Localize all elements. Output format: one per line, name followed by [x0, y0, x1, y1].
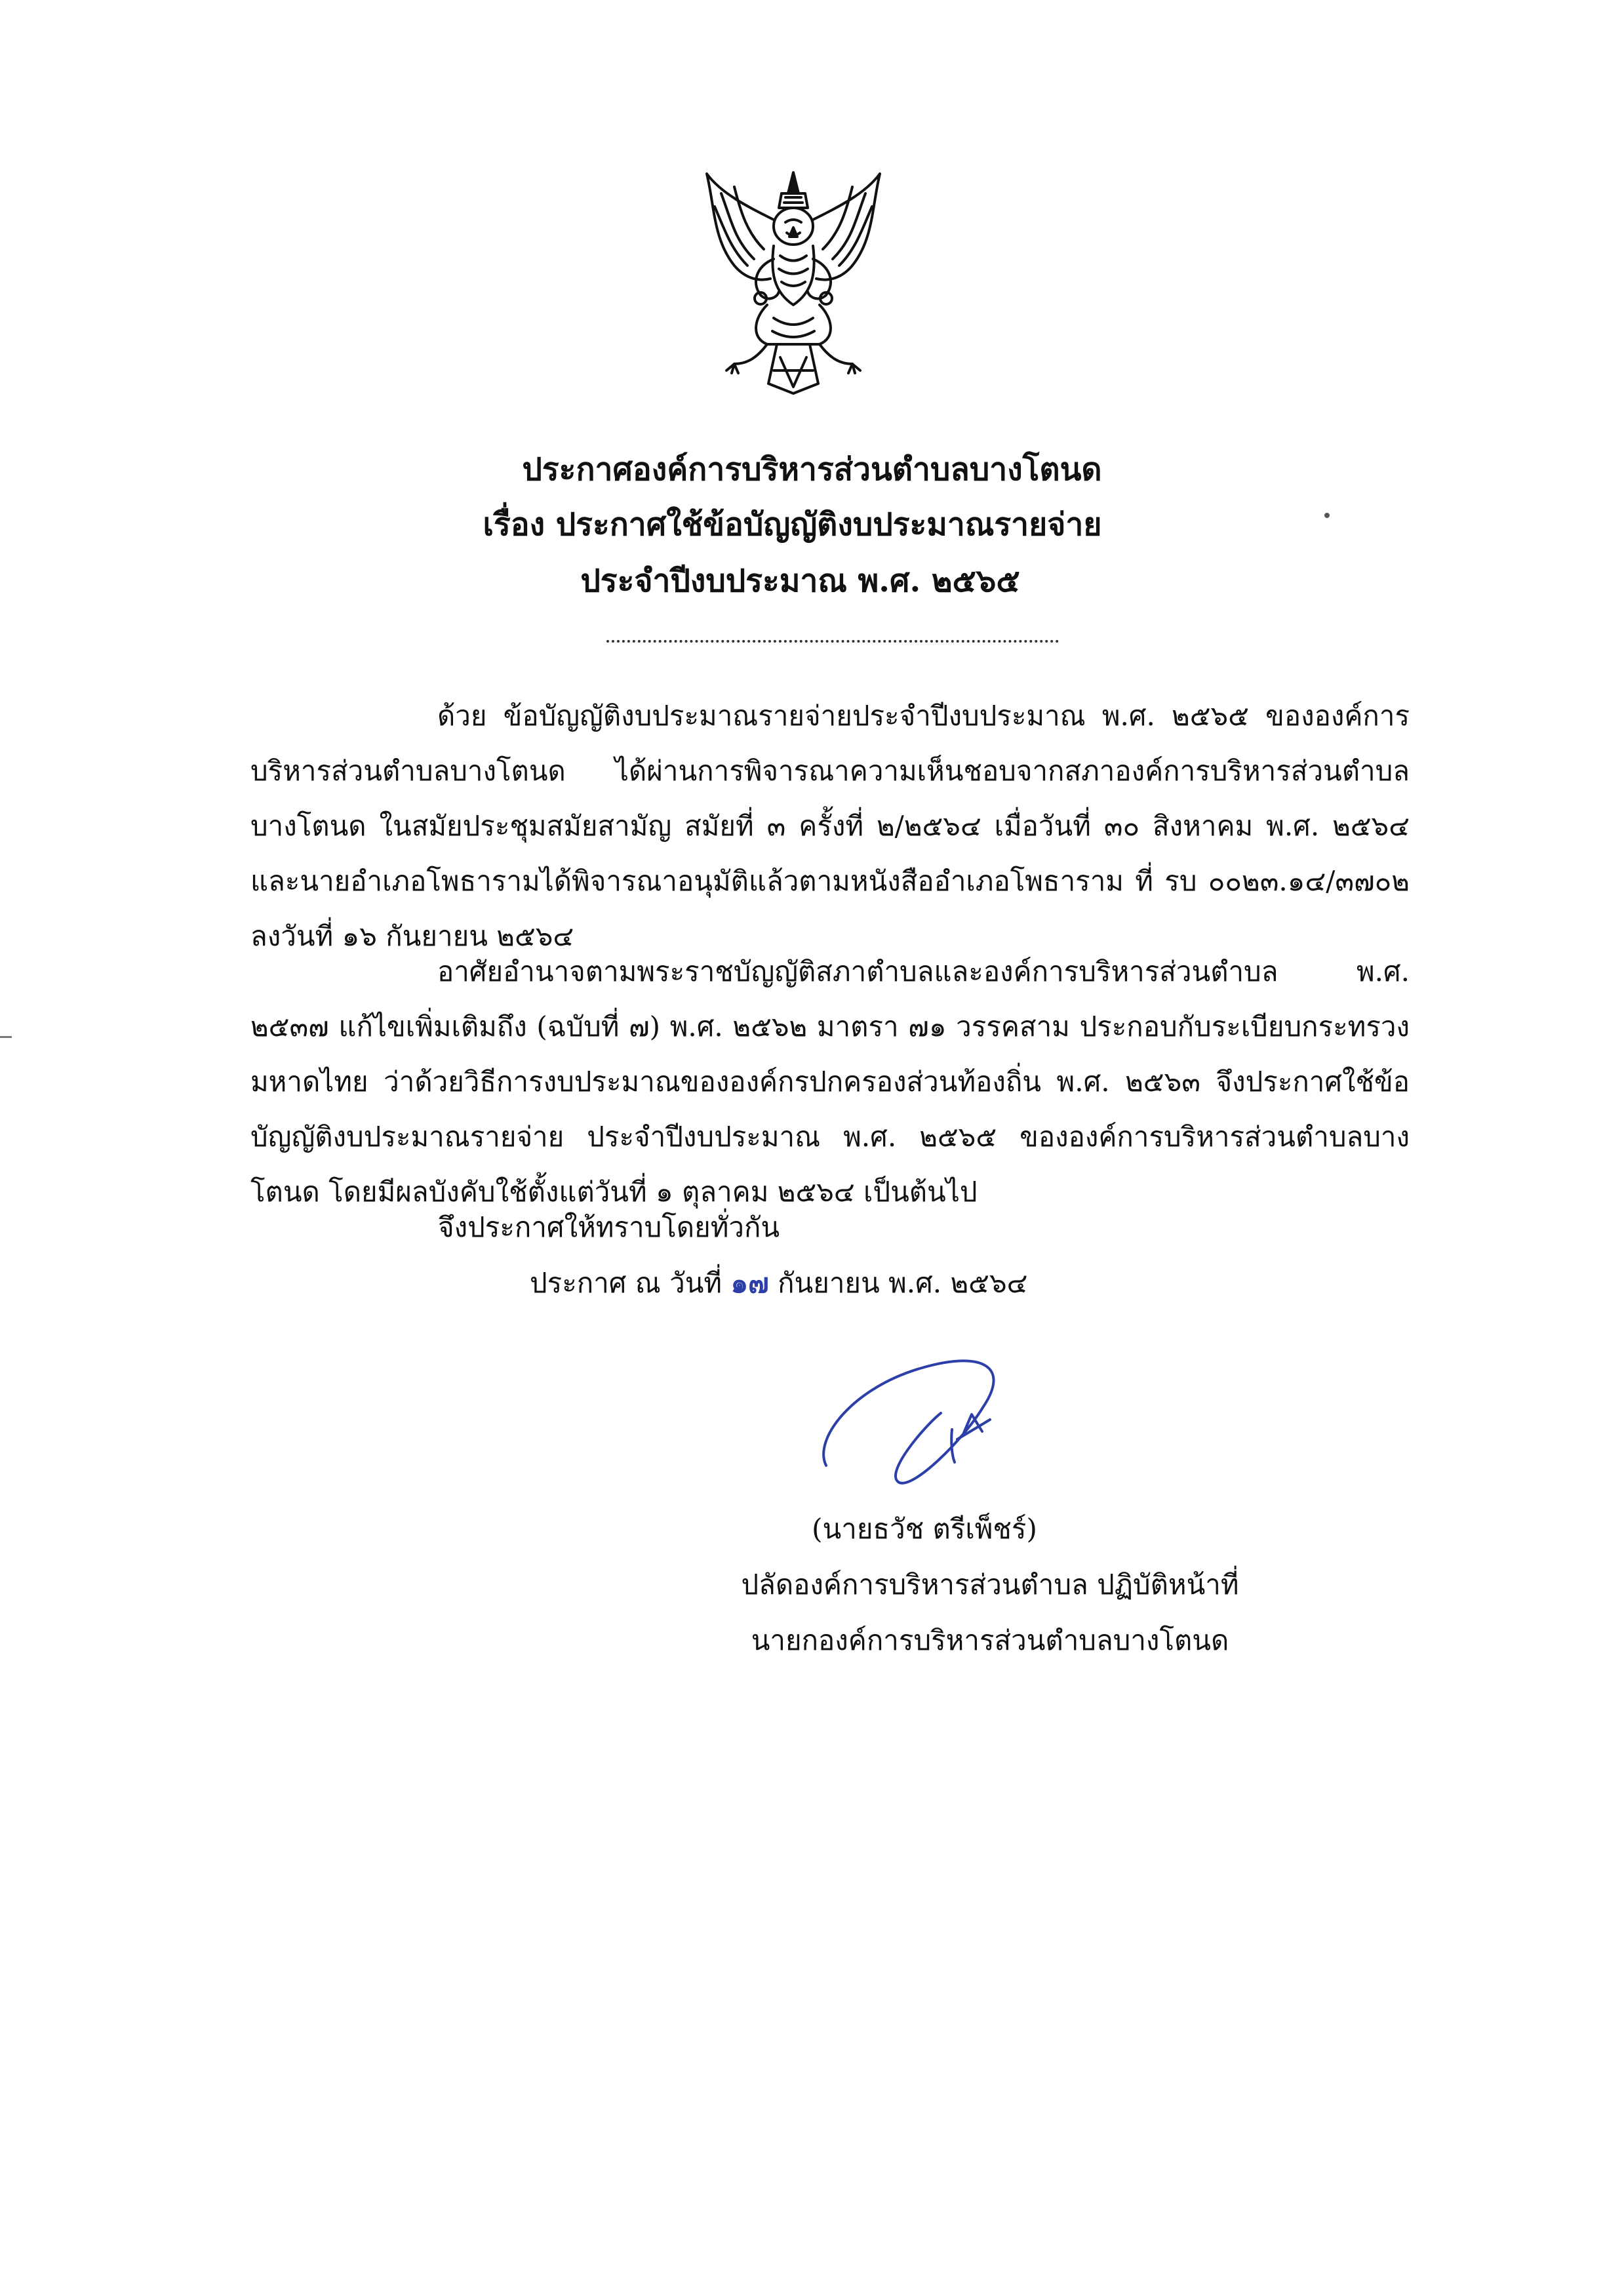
announcement-title: ประกาศองค์การบริหารส่วนตำบลบางโตนด: [522, 451, 1102, 488]
body-paragraph-1: ด้วย ข้อบัญญัติงบประมาณรายจ่ายประจำปีงบประมาณ พ.ศ. ๒๕๖๕ ขององค์การบริหารส่วนตำบลบางโตนด ได้ผ่านการพิจารณาความเห็นชอบจากสภาองค์การบริหารส่วนตำบลบางโตนด ในสมัยประชุมสมัยสามัญ สมัยที่ ๓ ครั้งที่ ๒/๒๕๖๔ เมื่อวันที่ ๓๐ สิงหาคม พ.ศ. ๒๕๖๔ และนายอำเภอโพธารามได้พิจารณาอนุมัติแล้วตามหนังสืออำเภอโพธาราม ที่ รบ ๐๐๒๓.๑๔/๓๗๐๒ ลงวันที่ ๑๖ กันยายน ๒๕๖๔: [250, 700, 1410, 952]
handwritten-signature: [800, 1341, 1049, 1505]
garuda-emblem-icon: [695, 167, 892, 400]
body-paragraph-2: อาศัยอำนาจตามพระราชบัญญัติสภาตำบลและองค์การบริหารส่วนตำบล พ.ศ. ๒๕๓๗ แก้ไขเพิ่มเติมถึง (ฉบับที่ ๗) พ.ศ. ๒๕๖๒ มาตรา ๗๑ วรรคสาม ประกอบกับระเบียบกระทรวงมหาดไทย ว่าด้วยวิธีการงบประมาณขององค์กรปกครองส่วนท้องถิ่น พ.ศ. ๒๕๖๓ จึงประกาศใช้ข้อบัญญัติงบประมาณรายจ่าย ประจำปีงบประมาณ พ.ศ. ๒๕๖๕ ขององค์การบริหารส่วนตำบลบางโตนด โดยมีผลบังคับใช้ตั้งแต่วันที่ ๑ ตุลาคม ๒๕๖๔ เป็นต้นไป: [250, 955, 1410, 1208]
signer-acting-position: นายกองค์การบริหารส่วนตำบลบางโตนด: [751, 1624, 1229, 1656]
announcement-fiscal-year: ประจำปีงบประมาณ พ.ศ. ๒๕๖๕: [580, 563, 1020, 599]
announcement-date: [530, 1256, 1027, 1311]
dotted-divider: [606, 640, 1059, 643]
signer-position: ปลัดองค์การบริหารส่วนตำบล ปฏิบัติหน้าที่: [741, 1568, 1239, 1601]
closing-statement: จึงประกาศให้ทราบโดยทั่วกัน: [438, 1211, 780, 1243]
scan-mark: [0, 1036, 12, 1038]
announcement-subject: เรื่อง ประกาศใช้ข้อบัญญัติงบประมาณรายจ่าย: [483, 506, 1102, 543]
scan-speck: [1324, 513, 1330, 518]
signer-name: (นายธวัช ตรีเพ็ชร์): [812, 1513, 1037, 1545]
date-day: ๑๗: [730, 1267, 769, 1299]
date-prefix: ประกาศ ณ วันที่: [530, 1267, 723, 1299]
date-suffix: กันยายน พ.ศ. ๒๕๖๔: [778, 1267, 1028, 1299]
